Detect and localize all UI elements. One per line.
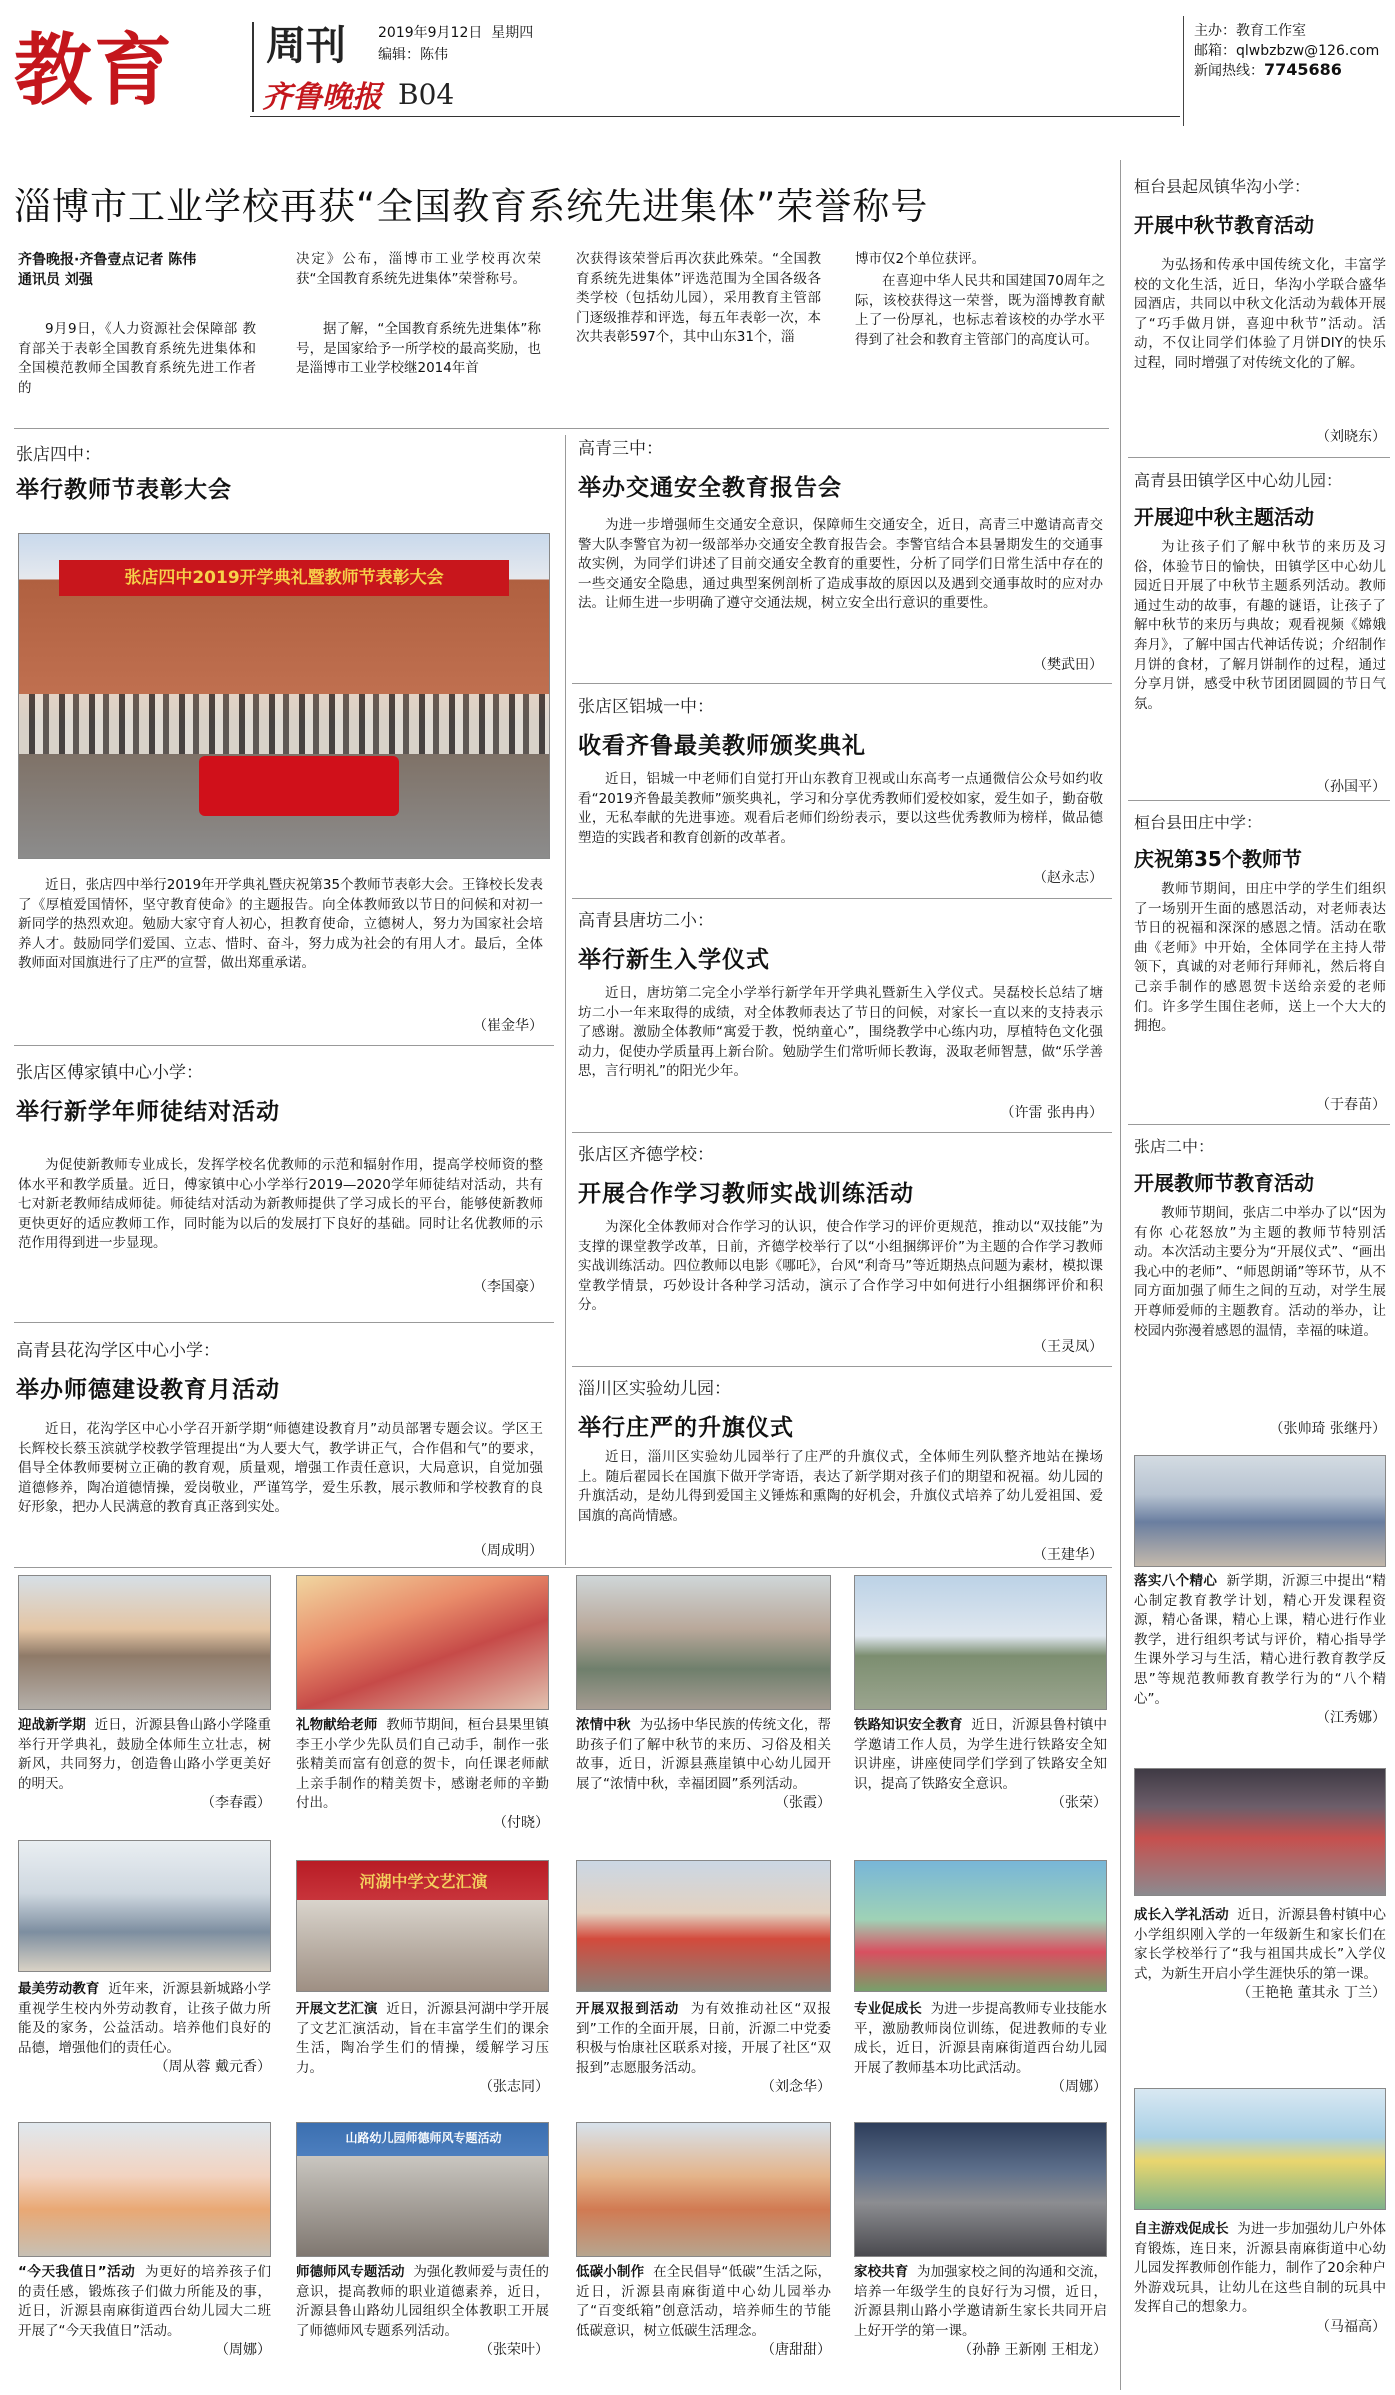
kicker-text: 桓台县田庄中学： [1134, 813, 1263, 832]
caption-text: 近日，沂源县鲁山路小学隆重举行开学典礼，鼓励全体师生立壮志，树新风，共同努力，创造鲁山路小学更美好的明天。 [18, 1717, 271, 1792]
kicker-text: 张店区傅家镇中心小学： [16, 1063, 203, 1083]
middle-article-3 [578, 906, 1108, 974]
article-headline: 开展教师节教育活动 [1134, 1171, 1314, 1195]
crowd-shape [19, 694, 550, 754]
photo-low-carbon-craft [576, 2122, 831, 2257]
kicker-text: 桓台县起凤镇华沟小学： [1134, 177, 1311, 196]
photo-labor-education [18, 1840, 271, 1972]
middle-article-3-text: 近日，唐坊第二完全小学举行新学年开学典礼暨新生入学仪式。吴磊校长总结了塘坊二小一年来取得的成绩，对全体教师表达了节日的问候，对家长一直以来的支持表示了感谢。激励全体教师“寓爱于教，悦纳童心”，围绕教学中心练内功，厚植特色文化强动力，促使办学质量再上新台阶。勉励学生们常听师长教诲，汲取老师智慧，做“乐学善思，言行明礼”的阳光少年。 [578, 985, 1103, 1080]
right-caption-1 [1134, 1572, 1386, 1729]
right-article-2-text: 为让孩子们了解中秋节的来历及习俗，体验节日的愉快，田镇学区中心幼儿园近日开展了中秋节主题系列活动。教师通过生动的故事，有趣的谜语，让孩子了解中秋节的来历与典故；观看视频《嫦娥奔月》，了解中国古代神话传说；介绍制作月饼的食材，了解月饼制作的过程，通过分享月饼，感受中秋节团团圆圆的节日气氛。 [1134, 539, 1386, 712]
caption-title: 落实八个精心 [1134, 1573, 1218, 1589]
banner: 张店四中2019开学典礼暨教师节表彰大会 [59, 560, 509, 596]
kicker-text: 高青三中： [578, 439, 663, 459]
middle-article-4-text: 为深化全体教师对合作学习的认识，使合作学习的评价更规范，推动以“双技能”为支撑的课堂教学改革，日前，齐德学校举行了以“小组捆绑评价”为主题的合作学习教师实战训练活动。四位教师以电影《哪吒》，台风“利奇马”等近期热点问题为素材，模拟课堂教学情景，巧妙设计各种学习活动，演示了合作学习中如何进行小组捆绑评价和积分。 [578, 1219, 1103, 1314]
caption-text: 为强化教师爱与责任的意识，提高教师的职业道德素养，近日，沂源县鲁山路幼儿园组织全体教职工开展了师德师风专题系列活动。 [296, 2264, 549, 2339]
kicker-text: 高青县花沟学区中心小学： [16, 1341, 220, 1361]
caption-title: 礼物献给老师 [296, 1717, 378, 1733]
hotline-text [1194, 60, 1342, 80]
right-article-3-text: 教师节期间，田庄中学的学生们组织了一场别开生面的感恩活动，对老师表达节日的祝福和深深的感恩之情。活动在歌曲《老师》中开始，全体同学在主持人带领下，真诚的对老师行拜师礼，然后将自己亲手制作的感恩贺卡送给亲爱的老师们。许多学生围住老师，送上一个大大的拥抱。 [1134, 881, 1386, 1035]
caption-text: 近日，沂源县鲁村镇中学邀请工作人员，为学生进行铁路安全知识讲座，讲座使同学们学到了铁路安全知识，提高了铁路安全意识。 [854, 1717, 1107, 1792]
caption-text: 新学期，沂源三中提出“精心制定教育教学计划，精心开发课程资源，精心备课，精心上课，精心进行作业教学，进行组织考试与评价，精心指导学生课外学习与生活，精心进行教育教学反思”等规范教师教育教学行为的“八个精心”。 [1134, 1573, 1386, 1707]
divider-m3 [572, 1132, 1112, 1133]
column-divider-left [565, 435, 566, 1565]
photo-entrance-ceremony [1134, 1768, 1386, 1896]
caption-9 [18, 2263, 271, 2361]
lead-byline-2: 通讯员 刘强 [18, 272, 93, 288]
left-article-3-author: （周成明） [473, 1543, 543, 1559]
caption-author: （江秀娜） [1316, 1710, 1386, 1727]
article-headline: 开展中秋节教育活动 [1134, 213, 1314, 237]
middle-article-5-author: （王建华） [1033, 1547, 1103, 1563]
lead-paragraph-5: 博市仅2个单位获评。 [855, 251, 986, 267]
caption-2 [296, 1716, 549, 1834]
caption-text: 为加强家校之间的沟通和交流，培养一年级学生的良好行为习惯，近日，沂源县荆山路小学邀请新生家长共同开启上好开学的第一课。 [854, 2264, 1107, 2339]
right-article-3 [1134, 810, 1386, 872]
middle-article-5-text: 近日，淄川区实验幼儿园举行了庄严的升旗仪式，全体师生列队整齐地站在操场上。随后翟园长在国旗下做开学寄语，表达了新学期对孩子们的期望和祝福。幼儿园的升旗活动，是幼儿得到爱国主义锤炼和熏陶的好机会，升旗仪式培养了幼儿爱祖国、爱国旗的高尚情感。 [578, 1449, 1103, 1524]
article-headline: 举行新学年师徒结对活动 [16, 1099, 280, 1125]
middle-article-2-author: （赵永志） [1033, 870, 1103, 886]
article-headline: 举办交通安全教育报告会 [578, 475, 842, 501]
caption-author: （周娜） [215, 2342, 271, 2359]
lead-headline: 淄博市工业学校再获“全国教育系统先进集体”荣誉称号 [14, 185, 929, 228]
masthead-divider [252, 22, 254, 112]
lead-paragraph-2: 决定》公布，淄博市工业学校再次荣获“全国教育系统先进集体”荣誉称号。 [296, 251, 541, 287]
kicker-text: 淄川区实验幼儿园： [578, 1379, 731, 1399]
caption-title: 开展文艺汇演 [296, 2001, 378, 2017]
divider-r3 [1128, 1124, 1390, 1125]
article-headline: 举行教师节表彰大会 [16, 477, 232, 503]
caption-author: （张荣） [1051, 1795, 1107, 1812]
middle-article-4-author: （王灵凤） [1033, 1339, 1103, 1355]
left-article-1 [16, 440, 554, 504]
masthead [0, 0, 1395, 140]
right-article-1 [1134, 174, 1386, 238]
left-article-2-text: 为促使新教师专业成长，发挥学校名优教师的示范和辐射作用，提高学校师资的整体水平和教学质量。近日，傅家镇中心小学举行2019—2020学年师徒结对活动，共有七对新老教师结成师徒。师徒结对活动为新教师提供了学习成长的平台，能够使新教师更快更好的适应教师工作，同时能为以后的发展打下良好的基础。同时让名优教师的示范作用得到进一步显现。 [18, 1157, 543, 1252]
issue-date [378, 22, 533, 42]
caption-text: 为进一步提高教师专业技能水平，激励教师岗位训练，促进教师的专业成长，近日，沂源县南麻街道西台幼儿园开展了教师基本功比武活动。 [854, 2001, 1107, 2076]
article-headline: 举行新生入学仪式 [578, 947, 770, 973]
sponsor-text: 主办：教育工作室 [1194, 23, 1306, 39]
caption-text: 为更好的培养孩子们的责任感，锻炼孩子们做力所能及的事，近日，沂源县南麻街道西台幼儿园大二班开展了“今天我值日”活动。 [18, 2264, 272, 2339]
right-article-4-author: （张帅琦 张继丹） [1269, 1421, 1386, 1437]
lead-paragraph-6: 在喜迎中华人民共和国建国70周年之际，该校获得这一荣誉，既为淄博教育献上了一份厚礼，也标志着该校的办学水平得到了社会和教育主管部门的高度认可。 [855, 273, 1105, 348]
masthead-bottom-rule [250, 116, 1180, 117]
lead-paragraph-3: 据了解，“全国教育系统先进集体”称号，是国家给予一所学校的最高奖励，也是淄博市工业学校继2014年首 [296, 321, 541, 377]
left-article-3 [16, 1336, 554, 1404]
caption-title: 自主游戏促成长 [1134, 2221, 1229, 2237]
caption-text: 为有效推动社区“双报到”工作的全面开展，日前，沂源二中党委积极与怡康社区联系对接，开展了社区“双报到”志愿服务活动。 [576, 2001, 831, 2076]
caption-7 [576, 2000, 831, 2098]
article-headline: 庆祝第35个教师节 [1134, 847, 1302, 871]
left-article-1-text: 近日，张店四中举行2019年开学典礼暨庆祝第35个教师节表彰大会。王锋校长发表了《厚植爱国情怀，坚守教育使命》的主题报告。向全体教师致以节日的问候和对初一新同学的热烈欢迎。勉励大家守育人初心，担教育使命，立德树人，努力为国家社会培养人才。鼓励同学们爱国、立志、惜时、奋斗，努力成为社会的有用人才。最后，全体教师面对国旗进行了庄严的宣誓，做出郑重承诺。 [18, 877, 543, 972]
photo-home-school [854, 2122, 1107, 2257]
column-divider-right [1120, 160, 1121, 2390]
middle-article-3-author: （许雷 张冉冉） [1000, 1105, 1103, 1121]
caption-author: （张霞） [775, 1795, 831, 1812]
caption-title: 最美劳动教育 [18, 1981, 100, 1997]
kicker-text: 张店二中： [1134, 1137, 1215, 1156]
caption-10 [296, 2263, 549, 2361]
editor-text: 编辑：陈伟 [378, 47, 448, 63]
caption-4 [854, 1716, 1107, 1814]
caption-title: 家校共育 [854, 2264, 909, 2280]
paper-logo: 齐鲁晚报 [262, 80, 382, 115]
caption-title: 铁路知识安全教育 [854, 1717, 963, 1733]
caption-title: 专业促成长 [854, 2001, 922, 2017]
caption-title: 浓情中秋 [576, 1717, 631, 1733]
right-article-1-author: （刘晓东） [1316, 429, 1386, 445]
right-article-3-author: （于春苗） [1316, 1097, 1386, 1113]
lead-paragraph-4: 次获得该荣誉后再次获此殊荣。“全国教育系统先进集体”评选范围为全国各级各类学校（包括幼儿园），采用教育主管部门逐级推荐和评选，每五年表彰一次，本次共表彰597个，其中山东31个，淄 [576, 251, 821, 346]
photo-art-performance [296, 1860, 549, 1992]
middle-article-1-author: （樊武田） [1033, 657, 1103, 673]
kicker-text: 张店四中： [16, 445, 101, 465]
divider-l2 [14, 1322, 554, 1323]
right-article-1-text: 为弘扬和传承中国传统文化，丰富学校的文化生活，近日，华沟小学联合盛华园酒店，共同以中秋文化活动为载体开展了“巧手做月饼，喜迎中秋节”活动。活动，不仅让同学们体验了月饼DIY的快乐过程，同时增强了对传统文化的了解。 [1134, 257, 1386, 371]
date-text: 2019年9月12日 [378, 25, 483, 41]
right-article-4 [1134, 1134, 1386, 1196]
photo-railway-safety [854, 1575, 1107, 1710]
caption-12 [854, 2263, 1107, 2361]
caption-text: 近年来，沂源县新城路小学重视学生校内外劳动教育，让孩子做力所能及的家务，公益活动。培养他们良好的品德，增强他们的责任心。 [18, 1981, 272, 2056]
photo-duty-day [18, 2122, 271, 2257]
hotline-label: 新闻热线： [1194, 63, 1264, 79]
middle-article-1-text: 为进一步增强师生交通安全意识，保障师生交通安全，近日，高青三中邀请高青交警大队李警官为初一级部举办交通安全教育报告会。李警官结合本县暑期发生的交通事故实例，为同学们讲述了目前交通安全教育的重要性，分析了同学们日常生活中存在的一些交通安全隐患，通过典型案例剖析了造成事故的原因以及遇到交通事故时的应对办法。让师生进一步明确了遵守交通法规，树立安全出行意识的重要性。 [578, 517, 1103, 612]
photo-eight-careful-points [1134, 1455, 1386, 1567]
weekday-text: 星期四 [491, 25, 534, 41]
board-text: 山路幼儿园师德师风专题活动 [345, 2131, 502, 2145]
photo-free-play [1134, 2088, 1386, 2210]
photo-teacher-ethics [296, 2122, 549, 2257]
left-article-2 [16, 1058, 554, 1126]
article-headline: 开展迎中秋主题活动 [1134, 505, 1314, 529]
kicker-text: 张店区齐德学校： [578, 1145, 714, 1165]
photo-mid-autumn [576, 1575, 831, 1710]
divider-r1 [1128, 457, 1390, 458]
email-text: 邮箱：qlwbzbzw@126.com [1194, 43, 1380, 59]
caption-text: 近日，沂源县河湖中学开展了文艺汇演活动，旨在丰富学生们的课余生活，陶冶学生们的情操，缓解学习压力。 [296, 2001, 550, 2076]
left-article-2-author: （李国豪） [473, 1279, 543, 1295]
caption-title: “今天我值日”活动 [18, 2264, 136, 2280]
lead-bottom-rule [14, 428, 1109, 429]
divider-l1 [14, 1045, 554, 1046]
article-headline: 收看齐鲁最美教师颁奖典礼 [578, 733, 866, 759]
kicker-text: 高青县田镇学区中心幼儿园： [1134, 471, 1343, 490]
caption-title: 低碳小制作 [576, 2264, 645, 2280]
caption-author: （马福高） [1316, 2318, 1386, 2335]
divider-m1 [572, 683, 1112, 684]
caption-author: （周娜） [1051, 2079, 1107, 2096]
caption-author: （张志同） [479, 2079, 549, 2096]
caption-text: 为弘扬中华民族的传统文化，帮助孩子们了解中秋节的来历、习俗及相关故事，近日，沂源县燕崖镇中心幼儿园开展了“浓情中秋，幸福团圆”系列活动。 [576, 1717, 832, 1792]
hotline-number: 7745686 [1264, 60, 1342, 79]
article-headline: 举办师德建设教育月活动 [16, 1377, 280, 1403]
divider-m2 [572, 898, 1112, 899]
middle-article-2-text: 近日，铝城一中老师们自觉打开山东教育卫视或山东高考一点通微信公众号如约收看“2019齐鲁最美教师”颁奖典礼，学习和分享优秀教师们爱校如家，爱生如子，勤奋敬业，无私奉献的先进事迹。观看后老师们纷纷表示，要以这些优秀教师为榜样，做品德塑造的实践者和教育创新的改革者。 [578, 771, 1103, 846]
right-caption-3 [1134, 2220, 1386, 2338]
right-article-2 [1134, 468, 1386, 530]
divider-photo-grid [14, 1567, 1112, 1568]
left-article-3-text: 近日，花沟学区中心小学召开新学期“师德建设教育月”动员部署专题会议。学区王长辉校长蔡玉滨就学校教学管理提出“为人要大气，教学讲正气，合作倡和气”的要求，倡导全体教师要树立正确的教育观，质量观，增强工作责任意识，大局意识，自觉加强道德修养，陶冶道德情操，爱岗敬业，严谨笃学，爱生乐教，展示教师和学校教育的良好形象，把办人民满意的教育真正落到实处。 [18, 1421, 543, 1516]
caption-author: （唐甜甜） [761, 2342, 831, 2359]
middle-article-4 [578, 1140, 1108, 1208]
caption-title: 开展双报到活动 [576, 2001, 680, 2017]
middle-article-5 [578, 1374, 1108, 1442]
article-headline: 举行庄严的升旗仪式 [578, 1415, 794, 1441]
page-number: B04 [398, 78, 455, 111]
section-title: 教育 [14, 26, 175, 116]
lead-paragraph-1: 9月9日，《人力资源社会保障部 教育部关于表彰全国教育系统先进集体和全国模范教师全国教育系统先进工作者的 [18, 321, 256, 396]
right-article-2-author: （孙国平） [1316, 779, 1386, 795]
photo-teachers-day-ceremony [18, 533, 550, 859]
caption-5 [18, 1980, 271, 2078]
caption-text: 教师节期间，桓台县果里镇李王小学少先队员们自己动手，制作一张张精美而富有创意的贺卡，向任课老师献上亲手制作的精美贺卡，感谢老师的辛勤付出。 [296, 1717, 550, 1812]
photo-community-service [576, 1860, 831, 1992]
middle-article-2 [578, 692, 1108, 760]
caption-1 [18, 1716, 271, 1814]
caption-11 [576, 2263, 831, 2361]
divider-m4 [572, 1366, 1112, 1367]
photo-professional-growth [854, 1860, 1107, 1992]
caption-title: 师德师风专题活动 [296, 2264, 405, 2280]
caption-3 [576, 1716, 831, 1814]
weekly-label: 周刊 [266, 23, 346, 69]
caption-text: 为进一步加强幼儿户外体育锻炼，连日来，沂源县南麻街道中心幼儿园发挥教师创作能力，制作了20余种户外游戏玩具，让幼儿在这些自制的玩具中发挥自己的想象力。 [1134, 2221, 1387, 2316]
left-article-1-author: （崔金华） [473, 1018, 543, 1034]
caption-author: （孙静 王新刚 王相龙） [958, 2342, 1107, 2359]
caption-text: 在全民倡导“低碳”生活之际，近日，沂源县南麻街道中心幼儿园举办了“百变纸箱”创意活动，培养师生的节能低碳意识，树立低碳生活理念。 [576, 2264, 831, 2339]
lead-byline [18, 250, 253, 290]
caption-6 [296, 2000, 549, 2098]
caption-8 [854, 2000, 1107, 2098]
caption-author: （刘念华） [761, 2079, 831, 2096]
middle-article-1 [578, 434, 1108, 502]
photo-new-semester [18, 1575, 271, 1710]
board-text: 河湖中学文艺汇演 [359, 1872, 488, 1891]
lead-byline-1: 齐鲁晚报·齐鲁壹点记者 陈伟 [18, 252, 197, 268]
caption-title: 成长入学礼活动 [1134, 1907, 1229, 1923]
photo-gifts-for-teachers [296, 1575, 549, 1710]
kicker-text: 高青县唐坊二小： [578, 911, 714, 931]
caption-author: （李春霞） [201, 1795, 271, 1812]
masthead-right-divider [1183, 16, 1184, 126]
caption-author: （付晓） [493, 1814, 549, 1831]
caption-text: 近日，沂源县鲁村镇中心小学组织刚入学的一年级新生和家长们在家长学校举行了“我与祖国共成长”入学仪式，为新生开启小学生涯快乐的第一课。 [1134, 1907, 1387, 1982]
article-headline: 开展合作学习教师实战训练活动 [578, 1181, 914, 1207]
caption-author: （周从蓉 戴元香） [154, 2059, 271, 2076]
kicker-text: 张店区铝城一中： [578, 697, 714, 717]
divider-r2 [1128, 800, 1390, 801]
caption-author: （王艳艳 董其永 丁兰） [1237, 1985, 1386, 2002]
right-article-4-text: 教师节期间，张店二中举办了以“因为有你 心花怒放”为主题的教师节特别活动。本次活动主要分为“开展仪式”、“画出我心中的老师”、“师恩朗诵”等环节，从不同方面加强了师生之间的互动，对学生展开尊师爱师的主题教育。活动的举办，让校园内弥漫着感恩的温情，幸福的味道。 [1134, 1205, 1386, 1339]
right-caption-2 [1134, 1906, 1386, 2004]
flag-shape [199, 756, 399, 816]
caption-title: 迎战新学期 [18, 1717, 86, 1733]
caption-author: （张荣叶） [479, 2342, 549, 2359]
